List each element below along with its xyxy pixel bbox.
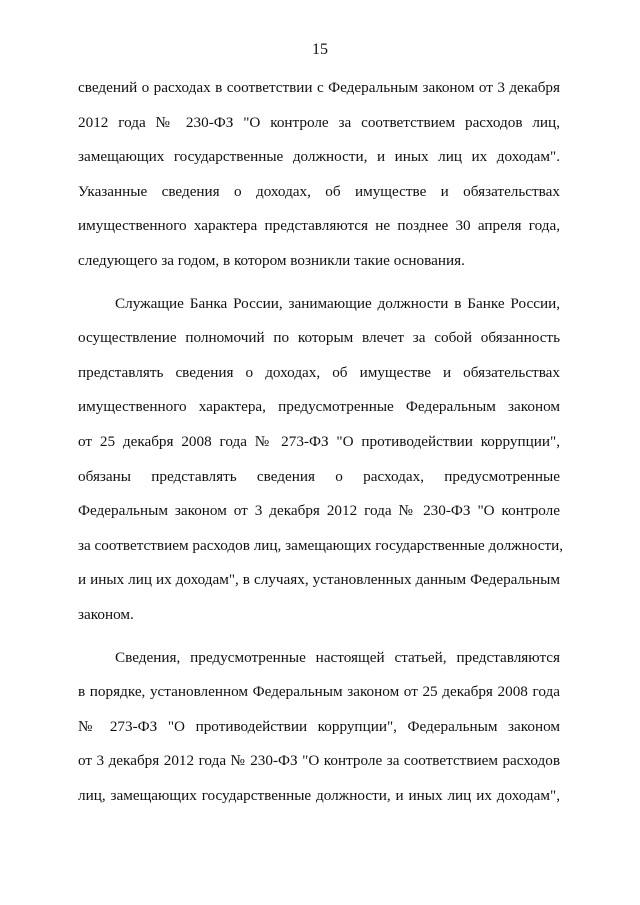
text-line: и иных лиц их доходам", в случаях, установленных данным Федеральным — [78, 571, 560, 589]
text-line: Служащие Банка России, занимающие должности в Банке России, — [115, 294, 560, 312]
document-body — [78, 75, 564, 817]
text-line: 2012 года № 230-ФЗ "О контроле за соответствием расходов лиц, — [78, 113, 560, 131]
text-line: сведений о расходах в соответствии с Федеральным законом от 3 декабря — [78, 79, 560, 96]
text-line: следующего за годом, в котором возникли такие основания. — [78, 251, 465, 269]
text-line: в порядке, установленном Федеральным законом от 25 декабря 2008 года — [78, 683, 560, 701]
paragraph-spacer — [78, 637, 560, 645]
paragraph-3 — [78, 645, 560, 818]
text-line: № 273-ФЗ "О противодействии коррупции", Федеральным законом — [78, 717, 560, 735]
text-line: имущественного характера представляются не позднее 30 апреля года, — [78, 217, 560, 235]
paragraph-2 — [78, 291, 564, 637]
text-line: за соответствием расходов лиц, замещающих государственные должности, — [78, 536, 564, 554]
text-line: от 25 декабря 2008 года № 273-ФЗ "О противодействии коррупции", — [78, 432, 560, 450]
text-line: законом. — [78, 605, 134, 623]
text-line: Указанные сведения о доходах, об имуществе и обязательствах — [78, 182, 560, 200]
text-line: Сведения, предусмотренные настоящей статьей, представляются — [115, 648, 560, 666]
text-line: замещающих государственные должности, и иных лиц их доходам". — [78, 148, 560, 166]
text-line: осуществление полномочий по которым влечет за собой обязанность — [78, 329, 560, 347]
page-number: 15 — [312, 41, 328, 58]
text-line: лиц, замещающих государственные должности, и иных лиц их доходам", — [78, 786, 560, 804]
text-line: представлять сведения о доходах, об имуществе и обязательствах — [78, 363, 560, 381]
text-line: Федеральным законом от 3 декабря 2012 года № 230-ФЗ "О контроле — [78, 502, 560, 520]
text-line: обязаны представлять сведения о расходах, предусмотренные — [78, 467, 560, 485]
paragraph-1 — [78, 75, 560, 283]
text-line: имущественного характера, предусмотренные Федеральным законом — [78, 398, 560, 416]
text-line: от 3 декабря 2012 года № 230-ФЗ "О контроле за соответствием расходов — [78, 752, 560, 770]
paragraph-spacer — [78, 283, 560, 291]
